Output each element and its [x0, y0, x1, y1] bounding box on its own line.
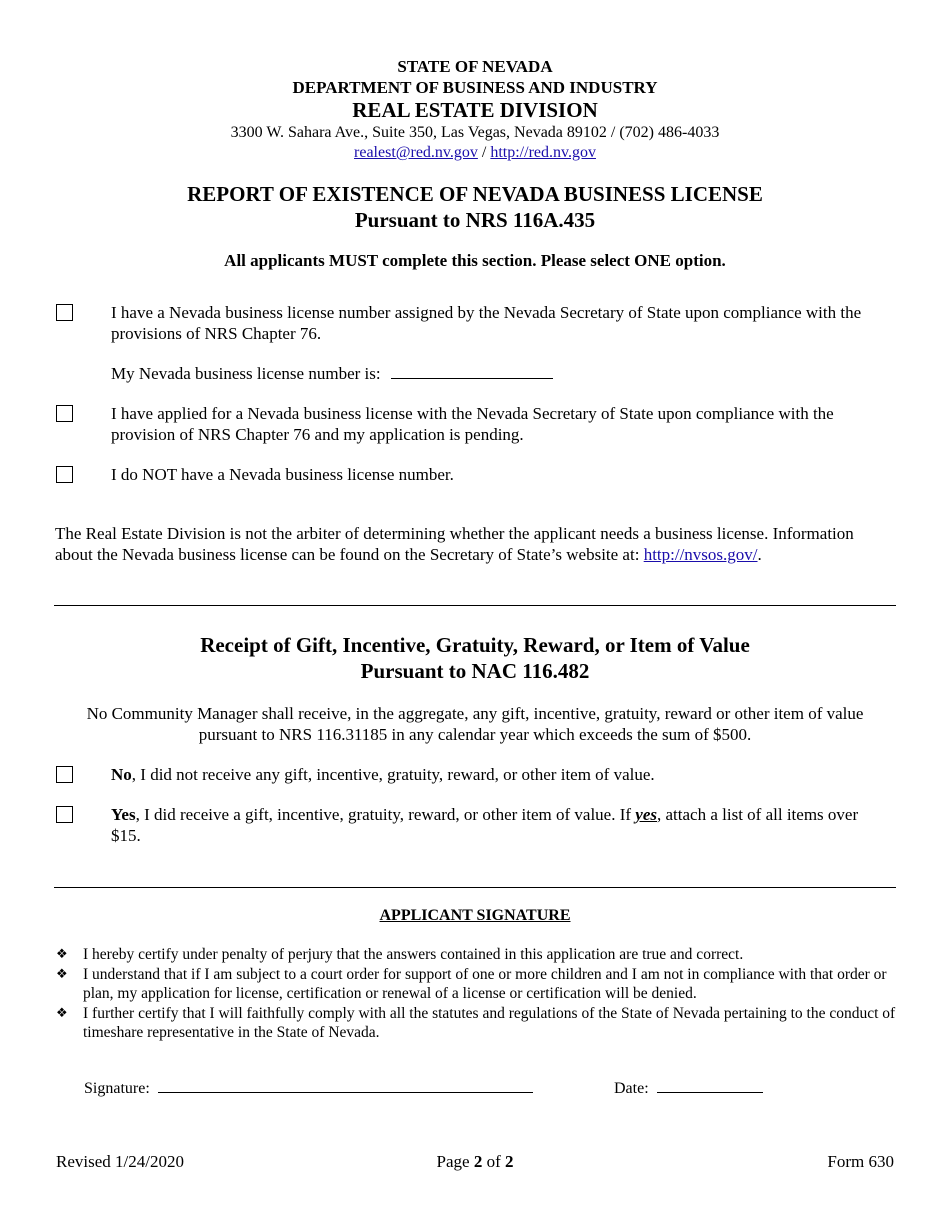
agency-department: DEPARTMENT OF BUSINESS AND INDUSTRY [292, 78, 658, 97]
certification-item [56, 945, 896, 965]
no-license-checkbox[interactable] [56, 466, 73, 483]
license-number-row [111, 363, 891, 384]
license-number-label: My Nevada business license number is: [111, 364, 381, 383]
section-divider-1 [54, 605, 896, 606]
footer-form-number: Form 630 [827, 1152, 894, 1171]
email-link[interactable]: realest@red.nv.gov [354, 144, 478, 161]
has-license-checkbox[interactable] [56, 304, 73, 321]
gift-yes-text-2: , attach a list of all items over $15. [111, 805, 859, 845]
gift-yes-option-label [111, 804, 891, 846]
license-number-field[interactable] [391, 366, 553, 379]
section-divider-2 [54, 887, 896, 888]
gift-section-description: No Community Manager shall receive, in the aggregate, any gift, incentive, gratuity, reward or other item of value pursuant to NRS 116.31185 in any calendar year which exceeds the sum of $500. [86, 704, 864, 744]
business-license-note-text: The Real Estate Division is not the arbiter of determining whether the applicant needs a business license. Information about the Nevada business license can be found on the Secretary of State’s website at: [55, 524, 854, 564]
signature-row [84, 1080, 533, 1098]
agency-division: REAL ESTATE DIVISION [352, 98, 598, 122]
certification-list [56, 945, 896, 1043]
diamond-bullet-icon: ❖ [56, 1005, 68, 1021]
gift-yes-text-1: , I did receive a gift, incentive, gratuity, reward, or other item of value. If [135, 805, 636, 824]
gift-no-checkbox[interactable] [56, 766, 73, 783]
has-license-option-label: I have a Nevada business license number assigned by the Nevada Secretary of State upon compliance with the provisions of NRS Chapter 76. [111, 303, 862, 343]
gift-no-option-label [111, 764, 891, 785]
gift-section-title: Receipt of Gift, Incentive, Gratuity, Reward, or Item of Value [200, 633, 750, 657]
certification-text: I further certify that I will faithfully comply with all the statutes and regulations of the State of Nevada pertaining to the conduct of timeshare representative in the State of Nevada. [83, 1004, 896, 1041]
agency-contact-links [0, 144, 950, 162]
report-instruction: All applicants MUST complete this section. Please select ONE option. [224, 251, 726, 270]
no-license-option-label: I do NOT have a Nevada business license number. [111, 465, 454, 484]
page-total: 2 [504, 1152, 514, 1171]
certification-item [56, 1004, 896, 1043]
date-row [614, 1080, 763, 1098]
footer-page-number [0, 1152, 950, 1172]
gift-yes-emphasis: yes [635, 805, 658, 824]
agency-address: 3300 W. Sahara Ave., Suite 350, Las Vegas, Nevada 89102 / (702) 486-4033 [230, 124, 720, 141]
note-period: . [757, 545, 762, 564]
gift-yes-checkbox[interactable] [56, 806, 73, 823]
page-of: of [482, 1152, 505, 1171]
page-prefix: Page [436, 1152, 474, 1171]
certification-text: I understand that if I am subject to a court order for support of one or more children and I am not in compliance with that order or plan, my application for license, certification or renewal of a license or certification will be denied. [83, 965, 887, 1002]
business-license-note [55, 523, 895, 565]
footer-revised: Revised 1/24/2020 [56, 1152, 184, 1171]
report-subtitle: Pursuant to NRS 116A.435 [354, 208, 596, 232]
gift-no-bold: No [111, 765, 132, 784]
signature-label: Signature: [84, 1080, 150, 1097]
diamond-bullet-icon: ❖ [56, 966, 68, 982]
applied-license-option-label: I have applied for a Nevada business license with the Nevada Secretary of State upon compliance with the provision of NRS Chapter 76 and my application is pending. [111, 404, 834, 444]
date-field[interactable] [657, 1080, 763, 1093]
gift-no-text: , I did not receive any gift, incentive, gratuity, reward, or other item of value. [131, 765, 655, 784]
website-link[interactable]: http://red.nv.gov [490, 144, 596, 161]
nvsos-link[interactable]: http://nvsos.gov/ [643, 545, 758, 564]
agency-state: STATE OF NEVADA [397, 57, 553, 76]
gift-section-subtitle: Pursuant to NAC 116.482 [360, 659, 590, 683]
date-label: Date: [614, 1080, 649, 1097]
link-separator: / [477, 144, 491, 161]
diamond-bullet-icon: ❖ [56, 947, 68, 962]
certification-item [56, 965, 896, 1004]
applicant-signature-title: APPLICANT SIGNATURE [379, 907, 571, 924]
report-title: REPORT OF EXISTENCE OF NEVADA BUSINESS LICENSE [187, 182, 763, 206]
page-current: 2 [473, 1152, 483, 1171]
certification-text: I hereby certify under penalty of perjury that the answers contained in this application are true and correct. [83, 946, 744, 963]
signature-field[interactable] [158, 1080, 533, 1093]
applied-license-checkbox[interactable] [56, 405, 73, 422]
gift-yes-bold: Yes [111, 805, 136, 824]
